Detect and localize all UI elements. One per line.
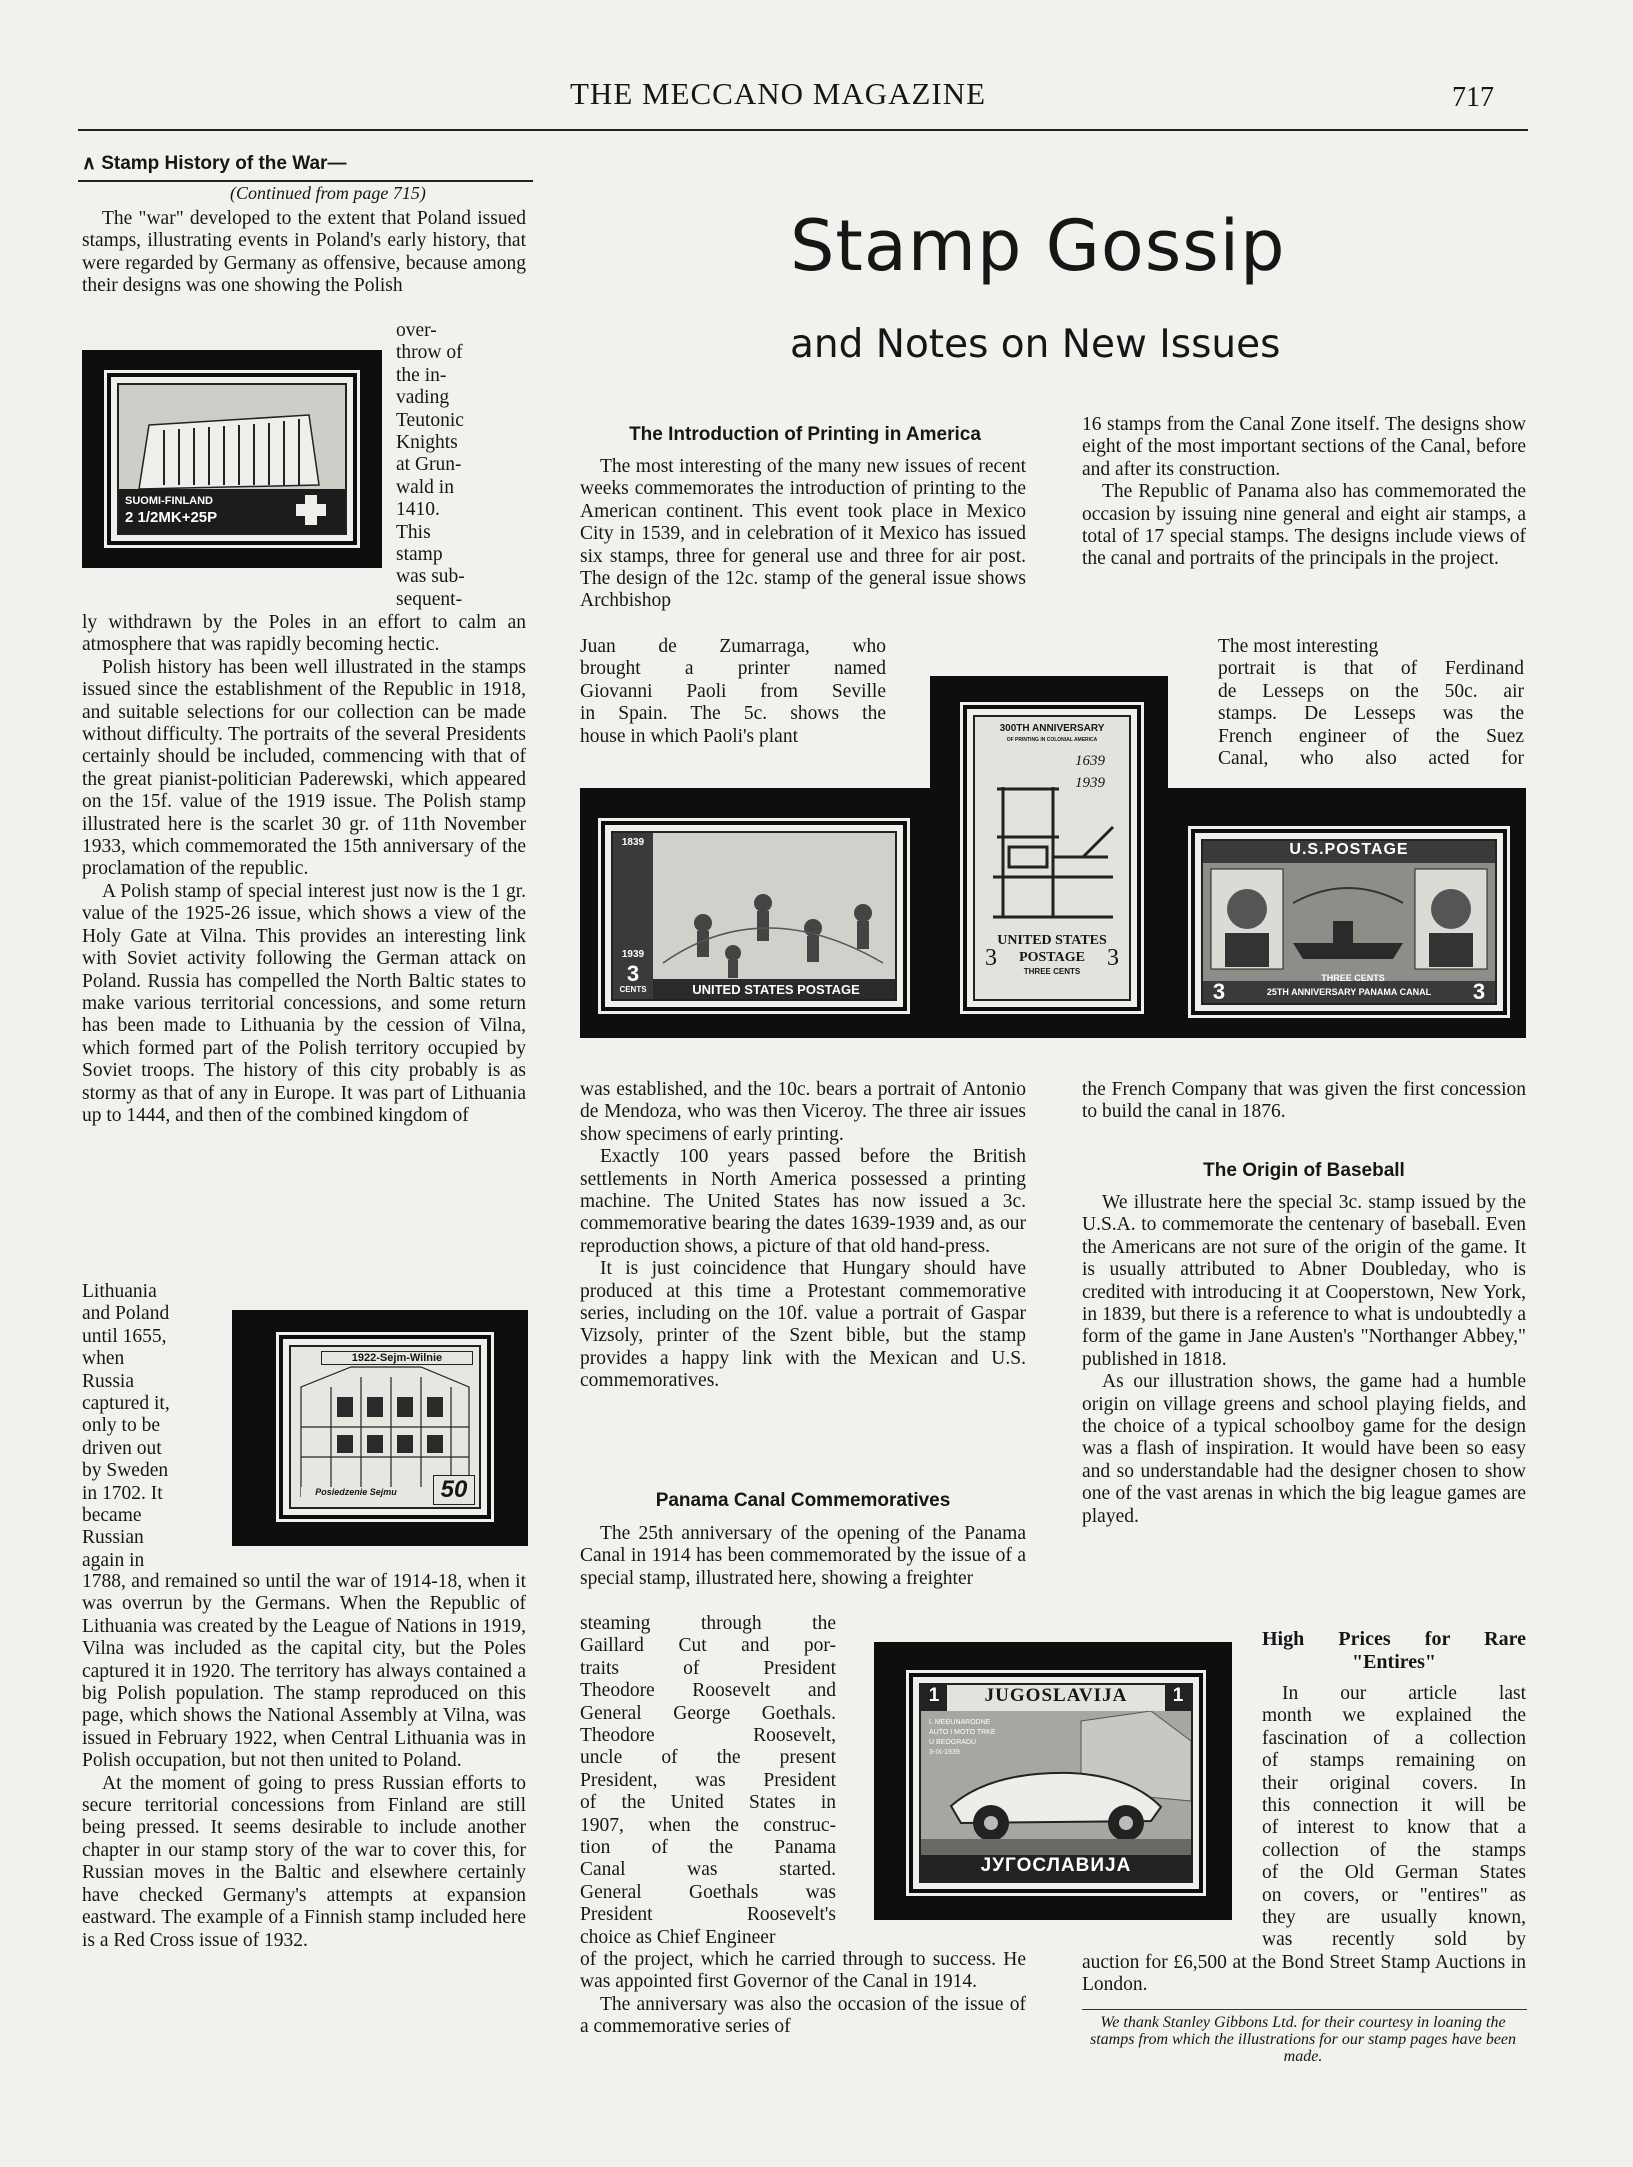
printing-date2: 1939: [1075, 775, 1105, 791]
panama-top: U.S.POSTAGE: [1203, 841, 1495, 863]
mid-para-1: The most interesting of the many new issues of recent weeks commemorates the introduction of printing to the American continent. This event took place in Mexico City in 1539, and in celebration of it Mexico has issued six stamps, three for general use and three for air post. The design of the 12c. stamp of the general issue shows Archbishop: [580, 456, 1026, 612]
yugo-value-left: 1: [921, 1685, 947, 1711]
baseball-band: UNITED STATES POSTAGE: [692, 982, 860, 997]
mid-para-4: The 25th anniversary of the opening of the Panama Canal in 1914 has been commemorated by the issue of a special stamp, illustrated here, showing a freighter: [580, 1523, 1026, 1589]
continued-note: (Continued from page 715): [230, 183, 426, 203]
mid-wrap-1: Juan de Zumarraga, who brought a printer named Giovanni Paoli from Seville in Spain. The 5c. shows the house in which Paoli's plant: [580, 636, 886, 747]
yugo-top: JUGOSLAVIJA: [921, 1685, 1191, 1711]
panama-portraits-illustration: [1203, 863, 1495, 981]
vilna-value: 50: [433, 1475, 475, 1505]
page-number: 717: [1452, 82, 1494, 113]
printing-stamp: [960, 702, 1144, 1014]
yugo-stamp: [906, 1670, 1206, 1896]
printing-cents: THREE CENTS: [1023, 967, 1081, 976]
baseball-cents: CENTS: [619, 985, 647, 994]
header-rule: [78, 129, 1528, 131]
right-para-3: We illustrate here the special 3c. stamp issued by the U.S.A. to commemorate the centenary of baseball. Even the Americans are not sure of the origin of the game. It is usually attributed to Abner Doubleday, who is credited with introducing it at Cooperstown, New York, in 1839, but there is a reference to what is undoubtedly a form of the game in Jane Austen's "Northanger Abbey," published in 1818. As our illustration shows, the game had a humble origin on village greens and school playing fields, and the choice of a typical schoolboy game for the design was a flash of inspiration. It would have been so easy and so understandable had the designer chosen to show one of the vast arenas in which the big league games are played.: [1082, 1192, 1526, 1527]
right-wrap-1: The most interesting portrait is that of Ferdinand de Lesseps on the 50c. air stamps. De Lesseps was the French engineer of the Suez Canal, who also acted for: [1218, 636, 1524, 770]
printing-value-left: 3: [985, 945, 997, 971]
yugo-sub2: AUTO I MOTO TRKE: [929, 1729, 996, 1736]
left-para-1-end: ly withdrawn by the Poles in an effort to calm an atmosphere that was rapidly becoming hectic. Polish history has been well illustrated in the stamps issued since the establishment of the Republic in 1918, and suitable selections for our collection can be made without difficulty. The portraits of the several Presidents certainly should be included, commencing with that of the great pianist-politician Paderewski, which appeared on the 15f. value of the 1919 issue. The Polish stamp illustrated here is the scarlet 30 gr. of 11th November 1933, which commemorated the 15th anniversary of the proclamation of the republic. A Polish stamp of special interest just now is the 1 gr. value of the 1925-26 issue, which shows a view of the Holy Gate at Vilna. This provides an interesting link with Soviet activity following the German attack on Poland. Russia has compelled the North Baltic states to make various territorial concessions, and some return has been made to Lithuania by the cession of Vilna, which formed part of the Polish territory occupied by Soviet troops. The history of this city probably is as stormy as that of any in Europe. It was part of Lithuania up to 1444, and then of the combined kingdom of: [82, 612, 526, 1126]
printing-top: 300TH ANNIVERSARY: [999, 723, 1105, 734]
vilna-stamp: [276, 1332, 494, 1522]
panama-value-right: 3: [1472, 979, 1486, 1004]
yugo-bottom: ЈУГОСЛАВИЈА: [921, 1855, 1191, 1881]
printing-date1: 1639: [1075, 753, 1105, 769]
running-title: THE MECCANO MAGAZINE: [570, 76, 987, 111]
credit-note: We thank Stanley Gibbons Ltd. for their courtesy in loaning the stamps from which the illustrations for our stamp pages have been made.: [1089, 2014, 1517, 2065]
yugo-stamp-frame: [874, 1642, 1232, 1920]
credit-rule: [1082, 2009, 1527, 2010]
heading-entires: High Prices for Rare "Entires": [1262, 1628, 1526, 1673]
printing-press-illustration: [983, 777, 1123, 927]
page-subtitle: and Notes on New Issues: [790, 322, 1281, 367]
mid-wrap-2: steaming through the Gaillard Cut and por- traits of President Theodore Roosevelt and General George Goethals. Theodore Roosevelt, uncle of the present President, was President of the United States in 1907, when the construc- tion of the Panama Canal was started. General Goethals was President Roosevelt's choice as Chief Engineer: [580, 1613, 836, 1948]
mid-para-4-end: of the project, which he carried through to success. He was appointed first Governor of the Canal in 1914. The anniversary was also the occasion of the issue of a commemorative series of: [580, 1949, 1026, 2038]
finland-stamp: [104, 370, 360, 548]
left-para-3-end: 1788, and remained so until the war of 1914-18, when it was overrun by the Germans. When the Republic of Lithuania was created by the League of Nations in 1919, Vilna was included as the capital city, but the Poles captured it in 1920. The territory has always contained a big Polish population. The stamp reproduced on this page, which shows the National Assembly at Vilna, was issued in February 1922, when Central Lithuania was in Polish occupation, but not then united to Poland. At the moment of going to press Russian efforts to secure territorial concessions from Finland are still being pressed. It seems desirable to include another chapter in our stamp story of the war to cover this, for Russian moves in the Baltic and elsewhere certainly have checked Germany's attempts at expansion eastward. The example of a Finnish stamp included here is a Red Cross issue of 1932.: [82, 1571, 526, 1951]
yugo-sub3: U BEOGRADU: [929, 1739, 977, 1746]
right-para-5-end: auction for £6,500 at the Bond Street Stamp Auctions in London.: [1082, 1952, 1526, 1996]
page-title: Stamp Gossip: [790, 205, 1286, 287]
baseball-illustration: [613, 833, 895, 999]
printing-value-right: 3: [1107, 945, 1119, 971]
mid-para-1-end: was established, and the 10c. bears a portrait of Antonio de Mendoza, who was then Viceroy. The three air issues show specimens of early printing. Exactly 100 years passed before the British settlements in North America possessed a printing machine. The United States has now issued a 3c. commemorative bearing the dates 1639-1939 and, as our reproduction shows, a picture of that old hand-press. It is just coincidence that Hungary should have produced at this time a Protestant commemorative series, including on the 10f. value a portrait of Gaspar Vizsoly, printer of the Szent bible, but the stamp provides a happy link with the Mexican and U.S. commemoratives.: [580, 1079, 1026, 1392]
left-heading-text: Stamp History of the War—: [101, 153, 347, 174]
printing-top2: OF PRINTING IN COLONIAL AMERICA: [1006, 737, 1098, 743]
left-wrap-1: over- throw of the in- vading Teutonic Knights at Grun- wald in 1410. This stamp was sub- sequent-: [396, 320, 465, 610]
baseball-stamp: [598, 818, 910, 1014]
left-heading: [82, 152, 346, 175]
yugo-sub1: I. MEĐUNARODNE: [929, 1719, 991, 1726]
yugo-sub4: 3-IX-1939: [929, 1749, 960, 1756]
baseball-value: 3: [626, 961, 640, 986]
heading-baseball: The Origin of Baseball: [1203, 1160, 1405, 1181]
right-para-2-end: the French Company that was given the first concession to build the canal in 1876.: [1082, 1079, 1526, 1123]
panama-value-left: 3: [1212, 979, 1226, 1004]
right-wrap-2: In our article last month we explained the fascination of a collection of stamps remaining on their original covers. In this connection it will be of interest to know that a collection of the stamps of the Old German States on covers, or "entires" as they are usually known, was recently sold by: [1262, 1683, 1526, 1951]
panama-band: 25TH ANNIVERSARY PANAMA CANAL: [1266, 987, 1432, 997]
left-heading-rule: [78, 180, 533, 182]
heading-printing: The Introduction of Printing in America: [629, 424, 981, 445]
baseball-year2: 1939: [621, 949, 645, 960]
panama-stamp: [1188, 826, 1510, 1018]
vilna-stamp-frame: [232, 1310, 528, 1546]
finland-line1: SUOMI-FINLAND: [125, 495, 213, 507]
printing-bottom1: UNITED STATES: [997, 933, 1107, 948]
printing-bottom2: POSTAGE: [1019, 950, 1085, 965]
caret-icon: ∧: [82, 153, 102, 174]
finland-line2: 2 1/2MK+25P: [125, 509, 218, 526]
baseball-year: 1839: [621, 837, 645, 848]
vilna-top: 1922-Sejm-Wilnie: [321, 1351, 473, 1365]
panama-cents: THREE CENTS: [1321, 973, 1385, 983]
vilna-bottom: Posiedzenie Sejmu: [301, 1487, 411, 1497]
yugo-value-right: 1: [1165, 1685, 1191, 1711]
heading-panama: Panama Canal Commemoratives: [655, 1490, 951, 1511]
right-para-1: 16 stamps from the Canal Zone itself. The designs show eight of the most important sections of the Canal, before and after its construction. The Republic of Panama also has commemorated the occasion by issuing nine general and eight air stamps, a total of 17 special stamps. The designs include views of the canal and portraits of the principals in the project.: [1082, 414, 1526, 570]
finland-stamp-frame: [82, 350, 382, 568]
left-para-1: The "war" developed to the extent that Poland issued stamps, illustrating events in Poland's early history, that were regarded by Germany as offensive, because among their designs was one showing the Polish: [82, 208, 526, 297]
left-wrap-2: Lithuania and Poland until 1655, when Russia captured it, only to be driven out by Sweden in 1702. It became Russian again in: [82, 1281, 170, 1571]
